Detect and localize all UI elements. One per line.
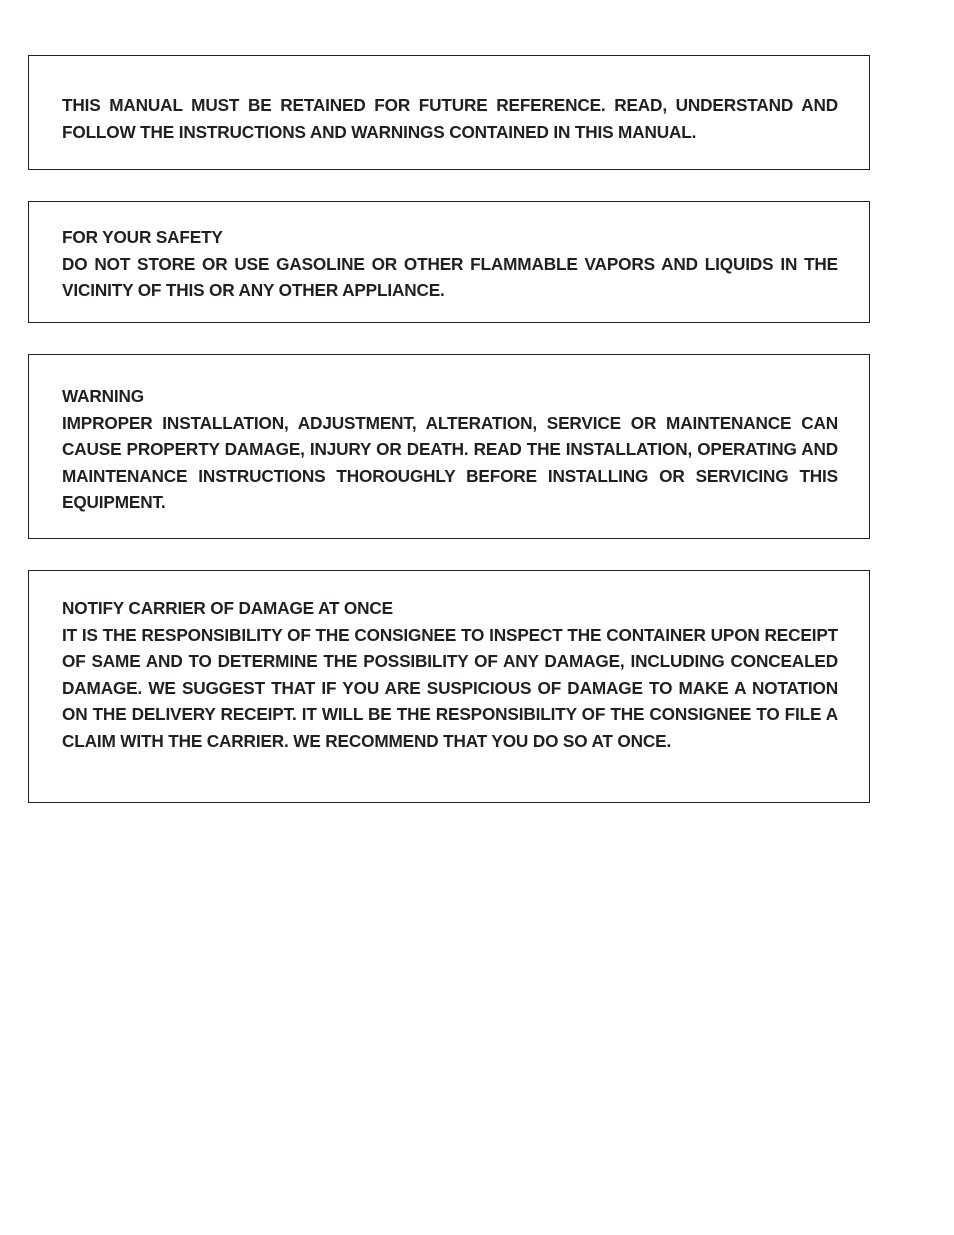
carrier-damage-text: IT IS THE RESPONSIBILITY OF THE CONSIGNEE TO INSPECT THE CONTAINER UPON RECEIPT OF SAME AND TO DETERMINE THE POSSIBILITY OF ANY DAMAGE, INCLUDING CONCEALED DAMAGE. WE SUGGEST THAT IF YOU ARE SUSPICIOUS OF DAMAGE TO MAKE A NOTATION ON THE DELIVERY RECEIPT. IT WILL BE THE RESPONSIBILITY OF THE CONSIGNEE TO FILE A CLAIM WITH THE CARRIER. WE RECOMMEND THAT YOU DO SO AT ONCE. xyxy=(62,624,838,751)
safety-heading: FOR YOUR SAFETY xyxy=(62,227,223,247)
safety-notice xyxy=(28,201,870,323)
warning-heading: WARNING xyxy=(62,386,145,406)
warning-notice xyxy=(28,354,870,539)
retain-manual-text: THIS MANUAL MUST BE RETAINED FOR FUTURE REFERENCE. READ, UNDERSTAND AND FOLLOW THE INSTRUCTIONS AND WARNINGS CONTAINED IN THIS MANUAL. xyxy=(62,95,838,142)
carrier-damage-heading: NOTIFY CARRIER OF DAMAGE AT ONCE xyxy=(62,598,393,618)
carrier-damage-notice xyxy=(28,570,870,803)
warning-text: IMPROPER INSTALLATION, ADJUSTMENT, ALTERATION, SERVICE OR MAINTENANCE CAN CAUSE PROPERTY DAMAGE, INJURY OR DEATH. READ THE INSTALLATION, OPERATING AND MAINTENANCE INSTRUCTIONS THOROUGHLY BEFORE INSTALLING OR SERVICING THIS EQUIPMENT. xyxy=(62,412,838,512)
safety-text: DO NOT STORE OR USE GASOLINE OR OTHER FLAMMABLE VAPORS AND LIQUIDS IN THE VICINITY OF THIS OR ANY OTHER APPLIANCE. xyxy=(62,253,838,300)
retain-manual-notice xyxy=(28,55,870,170)
